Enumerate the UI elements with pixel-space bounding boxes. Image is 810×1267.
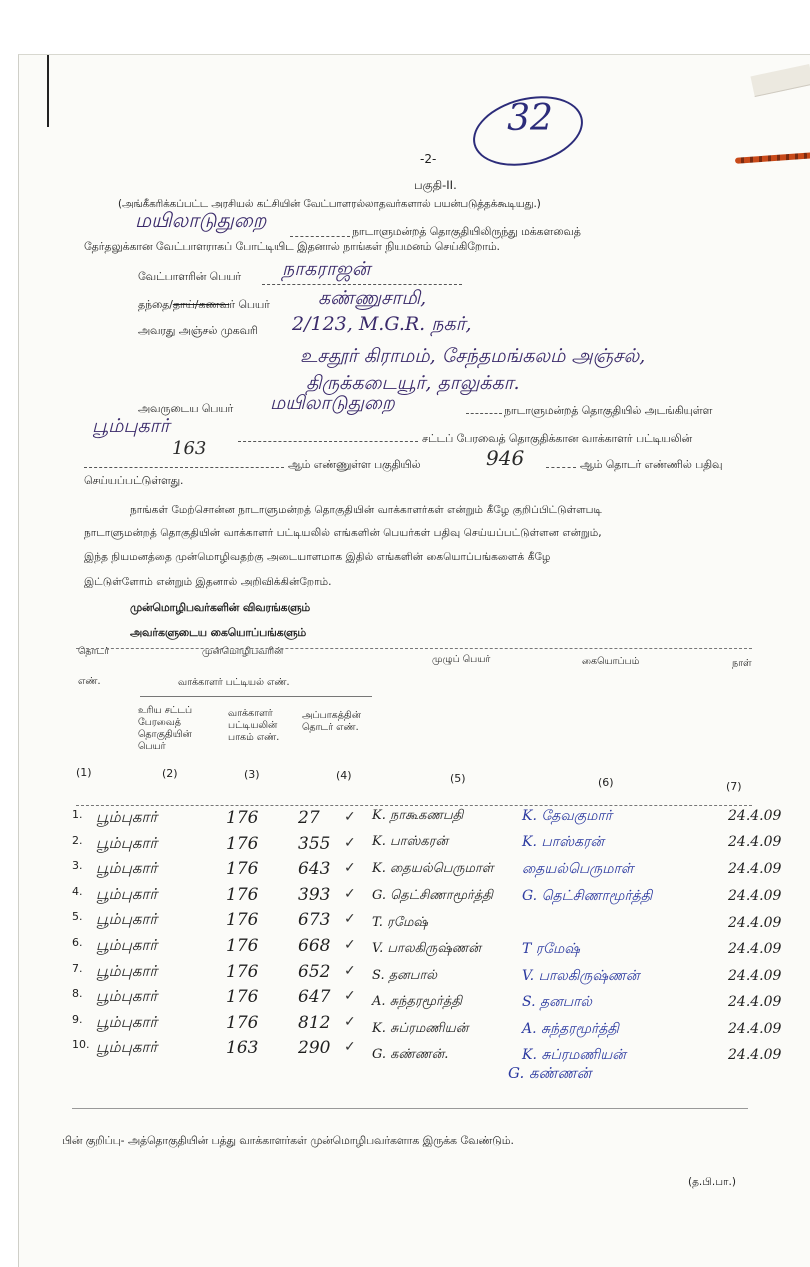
col-number-4: (4) — [336, 769, 352, 782]
col-number-7: (7) — [726, 780, 742, 793]
row-date: 24.4.09 — [728, 993, 782, 1010]
address-line1: 2/123, M.G.R. நகர், — [292, 313, 472, 335]
constituency-handwritten: மயிலாடுதுறை — [135, 208, 267, 232]
subtitle: (அங்கீகரிக்கப்பட்ட அரசியல் கட்சியின் வேட்பாளரல்லாதவர்களால் பயன்படுத்தக்கூடியது.) — [118, 198, 541, 210]
serial-number: 946 — [486, 446, 525, 470]
row-date: 24.4.09 — [728, 808, 782, 824]
row-number: 5. — [72, 910, 83, 924]
row-signature: V. பாலகிருஷ்ணன் — [522, 967, 640, 984]
row-full-name: G. தெட்சிணாமூர்த்தி — [372, 887, 493, 903]
tick-mark: ✓ — [344, 937, 356, 953]
line2: தேர்தலுக்கான வேட்பாளராகப் போட்டியிட இதனால் நாங்கள் நியமனம் செய்கிறோம். — [84, 240, 500, 253]
row-serial: 812 — [298, 1012, 331, 1033]
assembly-rest: சட்டப் பேரவைத் தொகுதிக்கான வாக்காளர் பட்டியலின் — [422, 432, 692, 445]
row-signature: T ரமேஷ் — [522, 940, 580, 957]
row-part: 176 — [226, 910, 259, 931]
extra-signature: G. கண்ணன் — [508, 1064, 592, 1082]
row-full-name: K. பாஸ்கரன் — [372, 834, 449, 850]
para-line-3: இந்த நியமனத்தை முன்மொழிவதற்கு அடையாளமாக இதில் எங்களின் கையொப்பங்களைக் கீழே — [84, 551, 551, 563]
header-underline — [140, 696, 372, 697]
row-full-name: K. நாகூகணபதி — [372, 808, 464, 823]
row-date: 24.4.09 — [728, 1020, 782, 1037]
row-assembly: பூம்புகார் — [96, 884, 158, 903]
row-number: 2. — [72, 833, 83, 847]
tick-mark: ✓ — [344, 834, 356, 851]
part-number: 163 — [172, 438, 207, 459]
para-line-2: நாடாளுமன்றத் தொகுதியின் வாக்காளர் பட்டியலில் எங்களின் பெயர்கள் பதிவு செய்யப்பட்டுள்ளன என்றும், — [84, 527, 602, 539]
tick-mark: ✓ — [344, 1039, 356, 1056]
row-signature: K. சுப்ரமணியன் — [522, 1046, 626, 1063]
para-line-1: நாங்கள் மேற்சொன்ன நாடாளுமன்றத் தொகுதியின் வாக்காளர்கள் என்றும் கீழே குறிப்பிட்டுள்ளபடி — [130, 504, 602, 516]
col-number-3: (3) — [244, 768, 260, 781]
row-date: 24.4.09 — [728, 914, 782, 931]
part-rest: ஆம் எண்ணுள்ள பகுதியில் — [288, 458, 421, 471]
fill-line — [546, 467, 576, 468]
row-full-name: K. சுப்ரமணியன் — [372, 1020, 469, 1036]
address-line2: உசதூர் கிராமம், சேந்தமங்கலம் அஞ்சல், — [300, 345, 646, 367]
father-label-struck: தாய்/கணவ — [172, 298, 230, 311]
his-rest: நாடாளுமன்றத் தொகுதியில் அடங்கியுள்ள — [504, 404, 713, 417]
father-name: கண்ணுசாமி, — [318, 287, 427, 309]
row-serial: 393 — [298, 884, 331, 905]
binder-mark — [47, 55, 49, 127]
row-serial: 652 — [298, 961, 331, 982]
row-number: 8. — [72, 987, 83, 1001]
row-part: 176 — [226, 808, 259, 828]
candidate-label: வேட்பாளரின் பெயர் — [138, 270, 242, 283]
row-signature: K. தேவகுமார் — [522, 808, 613, 824]
row-full-name: T. ரமேஷ் — [372, 914, 428, 930]
row-assembly: பூம்புகார் — [96, 808, 158, 826]
row-number: 10. — [72, 1038, 90, 1052]
proposers-heading-1: முன்மொழிபவர்களின் விவரங்களும் — [130, 601, 311, 614]
fill-line — [466, 413, 502, 414]
tick-mark: ✓ — [344, 809, 356, 825]
footer-rule — [72, 1108, 748, 1109]
row-assembly: பூம்புகார் — [96, 833, 158, 852]
candidate-name: நாகராஜன் — [282, 258, 371, 280]
col-number-6: (6) — [598, 776, 614, 789]
header-assembly: உரிய சட்டப் பேரவைத் தொகுதியின் பெயர் — [138, 705, 193, 752]
row-number: 6. — [72, 936, 83, 949]
header-sl: அப்பாகத்தின் தொடர் எண். — [302, 710, 361, 733]
row-date: 24.4.09 — [728, 861, 782, 877]
row-assembly: பூம்புகார் — [96, 1038, 158, 1057]
tick-mark: ✓ — [344, 885, 356, 902]
table-header-rule — [76, 805, 752, 806]
row-part: 176 — [226, 961, 259, 982]
row-assembly: பூம்புகார் — [96, 1012, 158, 1031]
footnote: பின் குறிப்பு- அத்தொகுதியின் பத்து வாக்காளர்கள் முன்மொழிபவர்களாக இருக்க வேண்டும். — [62, 1134, 514, 1147]
row-signature: தையல்பெருமாள் — [522, 861, 634, 877]
row-assembly: பூம்புகார் — [96, 987, 158, 1006]
address-line3: திருக்கடையூர், தாலுக்கா. — [306, 372, 520, 394]
header-part: வாக்காளர் பட்டியலின் பாகம் எண். — [228, 708, 280, 743]
father-label-b: ர் பெயர் — [229, 298, 270, 311]
row-part: 176 — [226, 936, 259, 956]
tick-mark: ✓ — [344, 1013, 356, 1030]
row-part: 176 — [226, 987, 259, 1008]
tick-mark: ✓ — [344, 962, 356, 979]
proposers-heading-2: அவர்களுடைய கையொப்பங்களும் — [130, 626, 307, 639]
col-number-2: (2) — [162, 767, 178, 780]
row-serial: 643 — [298, 859, 331, 880]
row-number: 1. — [72, 808, 83, 821]
row-signature: G. தெட்சிணாமூர்த்தி — [522, 887, 653, 904]
page-number: -2- — [420, 152, 437, 166]
header-serial-2: எண். — [78, 676, 101, 687]
header-full-name: முழுப் பெயர் — [432, 654, 491, 665]
row-assembly: பூம்புகார் — [96, 961, 158, 980]
row-date: 24.4.09 — [728, 967, 782, 984]
row-signature: K. பாஸ்கரன் — [522, 834, 604, 851]
table-top-rule — [76, 648, 752, 649]
row-serial: 290 — [298, 1038, 331, 1059]
header-electoral-roll: வாக்காளர் பட்டியல் எண். — [178, 677, 290, 688]
his-constituency: மயிலாடுதுறை — [270, 392, 395, 414]
row-assembly: பூம்புகார் — [96, 859, 158, 878]
header-proposer: முன்மொழிபவரின் — [202, 646, 284, 657]
row-full-name: V. பாலகிருஷ்ணன் — [372, 940, 482, 956]
row-serial: 355 — [298, 833, 331, 854]
col-number-1: (1) — [76, 766, 92, 779]
row-number: 3. — [72, 859, 83, 873]
para-line-4: இட்டுள்ளோம் என்றும் இதனால் அறிவிக்கின்றோம். — [84, 576, 332, 588]
row-serial: 27 — [298, 808, 320, 828]
registered: செய்யப்பட்டுள்ளது. — [84, 474, 184, 487]
row-assembly: பூம்புகார் — [96, 910, 158, 929]
tick-mark: ✓ — [344, 860, 356, 877]
row-full-name: A. சுந்தரமூர்த்தி — [372, 993, 462, 1009]
address-label: அவரது அஞ்சல் முகவரி — [138, 324, 258, 337]
fill-line — [290, 236, 350, 237]
row-part: 176 — [226, 833, 259, 854]
col-number-5: (5) — [450, 772, 466, 785]
header-signature: கையொப்பம் — [582, 656, 640, 667]
tick-mark: ✓ — [344, 911, 356, 928]
row-part: 163 — [226, 1038, 259, 1059]
header-serial: தொடர் — [78, 646, 110, 657]
tick-mark: ✓ — [344, 988, 356, 1005]
row-full-name: S. தனபால் — [372, 967, 438, 983]
row-full-name: G. கண்ணன். — [372, 1046, 449, 1062]
row-part: 176 — [226, 859, 259, 880]
row-full-name: K. தையல்பெருமாள் — [372, 861, 494, 876]
father-label-a: தந்தை/ — [138, 298, 173, 311]
row-date: 24.4.09 — [728, 1046, 782, 1063]
row-signature: S. தனபால் — [522, 993, 593, 1010]
row-serial: 673 — [298, 910, 331, 931]
row-assembly: பூம்புகார் — [96, 936, 158, 954]
row-number: 4. — [72, 884, 83, 898]
assembly-handwritten: பூம்புகார் — [92, 415, 170, 437]
father-label — [138, 298, 270, 313]
row-number: 9. — [72, 1012, 83, 1026]
tpp-mark: (த.பி.பா.) — [688, 1176, 736, 1188]
header-date: நாள் — [732, 658, 752, 669]
row-date: 24.4.09 — [728, 834, 782, 851]
line1-rest: நாடாளுமன்றத் தொகுதியிலிருந்து மக்களவைத் — [352, 225, 581, 238]
row-date: 24.4.09 — [728, 887, 782, 904]
part-title: பகுதி-II. — [414, 178, 457, 192]
fill-line — [262, 284, 462, 285]
row-serial: 647 — [298, 987, 331, 1008]
row-part: 176 — [226, 884, 259, 905]
row-number: 7. — [72, 961, 83, 975]
page-stamp-number: 32 — [507, 98, 553, 139]
his-label: அவருடைய பெயர் — [138, 402, 234, 415]
row-serial: 668 — [298, 936, 331, 956]
serial-rest: ஆம் தொடர் எண்ணில் பதிவு — [580, 458, 723, 471]
row-date: 24.4.09 — [728, 940, 782, 957]
row-part: 176 — [226, 1012, 259, 1033]
row-signature: A. சுந்தரமூர்த்தி — [522, 1020, 619, 1037]
fill-line — [84, 467, 284, 468]
fill-line — [238, 441, 418, 442]
